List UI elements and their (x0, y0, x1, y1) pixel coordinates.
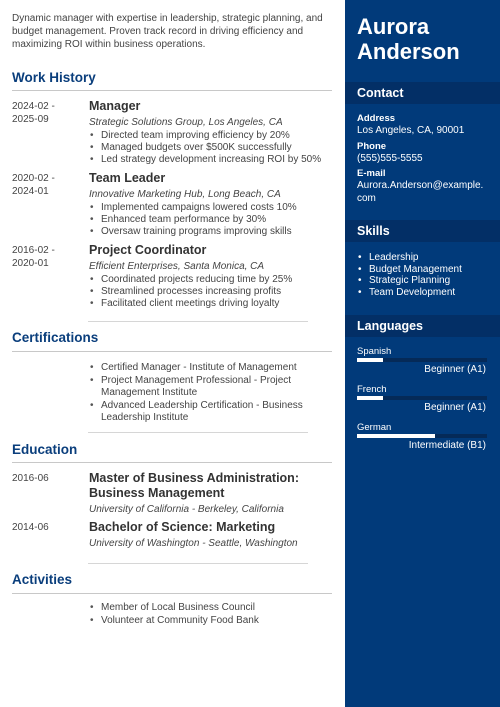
list-item: • Team Development (369, 287, 495, 299)
list-item: • Facilitated client meetings driving loyalty (101, 298, 337, 310)
list-item: • Managed budgets over $500K successfully (101, 142, 337, 154)
degree-title: Bachelor of Science: Marketing (89, 520, 276, 534)
list-item: • Member of Local Business Council (101, 602, 325, 615)
job-company: Strategic Solutions Group, Los Angeles, CA (89, 117, 283, 128)
certifications-heading: Certifications (12, 330, 99, 345)
certifications-list (89, 361, 325, 425)
language-level-bar (357, 358, 487, 362)
job-date: 2024-02 - 2025-09 (12, 101, 55, 125)
list-item: • Directed team improving efficiency by 20% (101, 130, 337, 142)
activities-heading: Activities (12, 572, 73, 587)
list-item: • Oversaw training programs improving skills (101, 226, 337, 238)
address-value: Los Angeles, CA, 90001 (357, 125, 465, 136)
section-divider (88, 321, 308, 322)
list-item: • Advanced Leadership Certification - Business Leadership Institute (101, 400, 325, 425)
contact-heading: Contact (345, 82, 500, 104)
list-item: • Project Management Professional - Project Management Institute (101, 375, 325, 400)
school-name: University of Washington - Seattle, Washington (89, 538, 298, 549)
education-entry (89, 471, 337, 516)
school-name: University of California - Berkeley, California (89, 504, 284, 515)
job-company: Innovative Marketing Hub, Long Beach, CA (89, 189, 281, 200)
list-item: • Coordinated projects reducing time by 25% (101, 274, 337, 286)
email-value: Aurora.Anderson@example. com (357, 180, 484, 204)
activities-list (89, 601, 325, 627)
section-divider (12, 351, 332, 352)
degree-title: Business Management (89, 486, 225, 500)
language-name: German (357, 422, 392, 433)
language-level-bar (357, 396, 487, 400)
section-divider (12, 90, 332, 91)
sidebar (345, 0, 500, 707)
list-item: • Implemented campaigns lowered costs 10% (101, 202, 337, 214)
job-date: 2016-02 - 2020-01 (12, 245, 55, 269)
education-date: 2016-06 (12, 473, 49, 484)
job-date: 2020-02 - 2024-01 (12, 173, 55, 197)
languages-heading: Languages (345, 315, 500, 337)
list-item: • Volunteer at Community Food Bank (101, 615, 325, 628)
job-bullets (89, 130, 337, 166)
job-title: Team Leader (89, 171, 166, 185)
section-divider (88, 432, 308, 433)
list-item: • Leadership (369, 252, 495, 264)
language-level: Beginner (A1) (424, 364, 486, 375)
skills-heading: Skills (345, 220, 500, 242)
job-bullets (89, 202, 337, 238)
language-level: Beginner (A1) (424, 402, 486, 413)
job-entry (89, 99, 337, 166)
job-title: Project Coordinator (89, 243, 207, 257)
phone-label: Phone (357, 141, 387, 152)
language-level-bar (357, 434, 487, 438)
candidate-name: Aurora Anderson (357, 14, 460, 64)
phone-value: (555)555-5555 (357, 153, 423, 164)
section-divider (12, 462, 332, 463)
section-divider (12, 593, 332, 594)
list-item: • Enhanced team performance by 30% (101, 214, 337, 226)
job-entry (89, 243, 337, 310)
email-label: E-mail (357, 168, 386, 179)
education-heading: Education (12, 442, 78, 457)
summary-text: Dynamic manager with expertise in leadership, strategic planning, and budget management. Proven track record in driving efficiency and maximizing ROI within business operations. (12, 13, 323, 50)
work-history-heading: Work History (12, 70, 96, 85)
education-date: 2014-06 (12, 522, 49, 533)
language-level: Intermediate (B1) (408, 440, 486, 451)
list-item: • Streamlined processes increasing profits (101, 286, 337, 298)
section-divider (88, 563, 308, 564)
list-item: • Certified Manager - Institute of Management (101, 362, 325, 375)
job-bullets (89, 274, 337, 310)
language-name: French (357, 384, 387, 395)
job-company: Efficient Enterprises, Santa Monica, CA (89, 261, 265, 272)
degree-title: Master of Business Administration: (89, 471, 299, 485)
address-label: Address (357, 113, 396, 124)
skills-list (357, 251, 495, 298)
job-title: Manager (89, 99, 141, 113)
language-name: Spanish (357, 346, 392, 357)
education-entry (89, 520, 337, 550)
list-item: • Budget Management (369, 264, 495, 276)
list-item: • Led strategy development increasing ROI by 50% (101, 154, 337, 166)
job-entry (89, 171, 337, 238)
list-item: • Strategic Planning (369, 275, 495, 287)
